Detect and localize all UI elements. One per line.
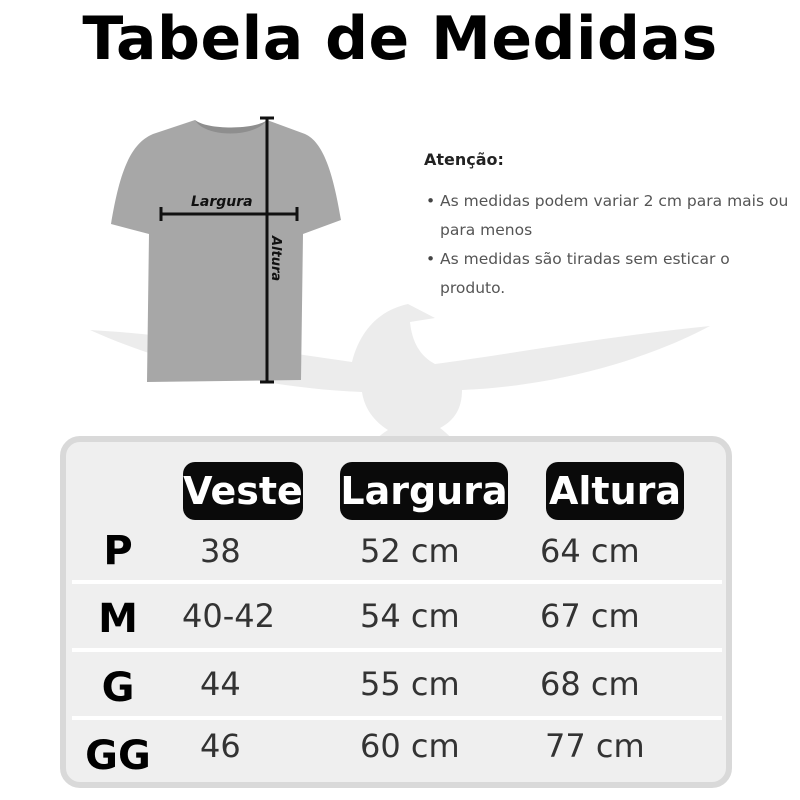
size-label: G — [101, 665, 135, 711]
veste-cell: 38 — [200, 532, 241, 570]
size-label: P — [103, 528, 133, 574]
largura-cell: 52 cm — [360, 532, 460, 570]
page-title: Tabela de Medidas — [82, 4, 718, 74]
size-label: M — [98, 596, 138, 642]
height-label: Altura — [268, 236, 283, 282]
veste-cell: 46 — [200, 727, 241, 765]
attention-notes — [424, 150, 794, 303]
attention-list — [424, 187, 794, 303]
row-divider — [72, 716, 722, 720]
row-divider — [72, 580, 722, 584]
width-label: Largura — [191, 194, 253, 210]
attention-title: Atenção: — [424, 150, 504, 169]
altura-cell: 77 cm — [545, 727, 645, 765]
veste-cell: 40-42 — [182, 597, 275, 635]
tshirt-shape — [111, 120, 341, 382]
attention-item: • As medidas podem variar 2 cm para mais ou para menos — [440, 187, 794, 245]
tshirt-diagram — [105, 112, 355, 392]
header-veste: Veste — [183, 462, 303, 520]
header-altura: Altura — [546, 462, 684, 520]
attention-item: • As medidas são tiradas sem esticar o produto. — [440, 245, 794, 303]
largura-cell: 54 cm — [360, 597, 460, 635]
row-divider — [72, 648, 722, 652]
veste-cell: 44 — [200, 665, 241, 703]
header-largura: Largura — [340, 462, 508, 520]
altura-cell: 68 cm — [540, 665, 640, 703]
size-label: GG — [85, 733, 151, 779]
altura-cell: 67 cm — [540, 597, 640, 635]
largura-cell: 60 cm — [360, 727, 460, 765]
largura-cell: 55 cm — [360, 665, 460, 703]
altura-cell: 64 cm — [540, 532, 640, 570]
